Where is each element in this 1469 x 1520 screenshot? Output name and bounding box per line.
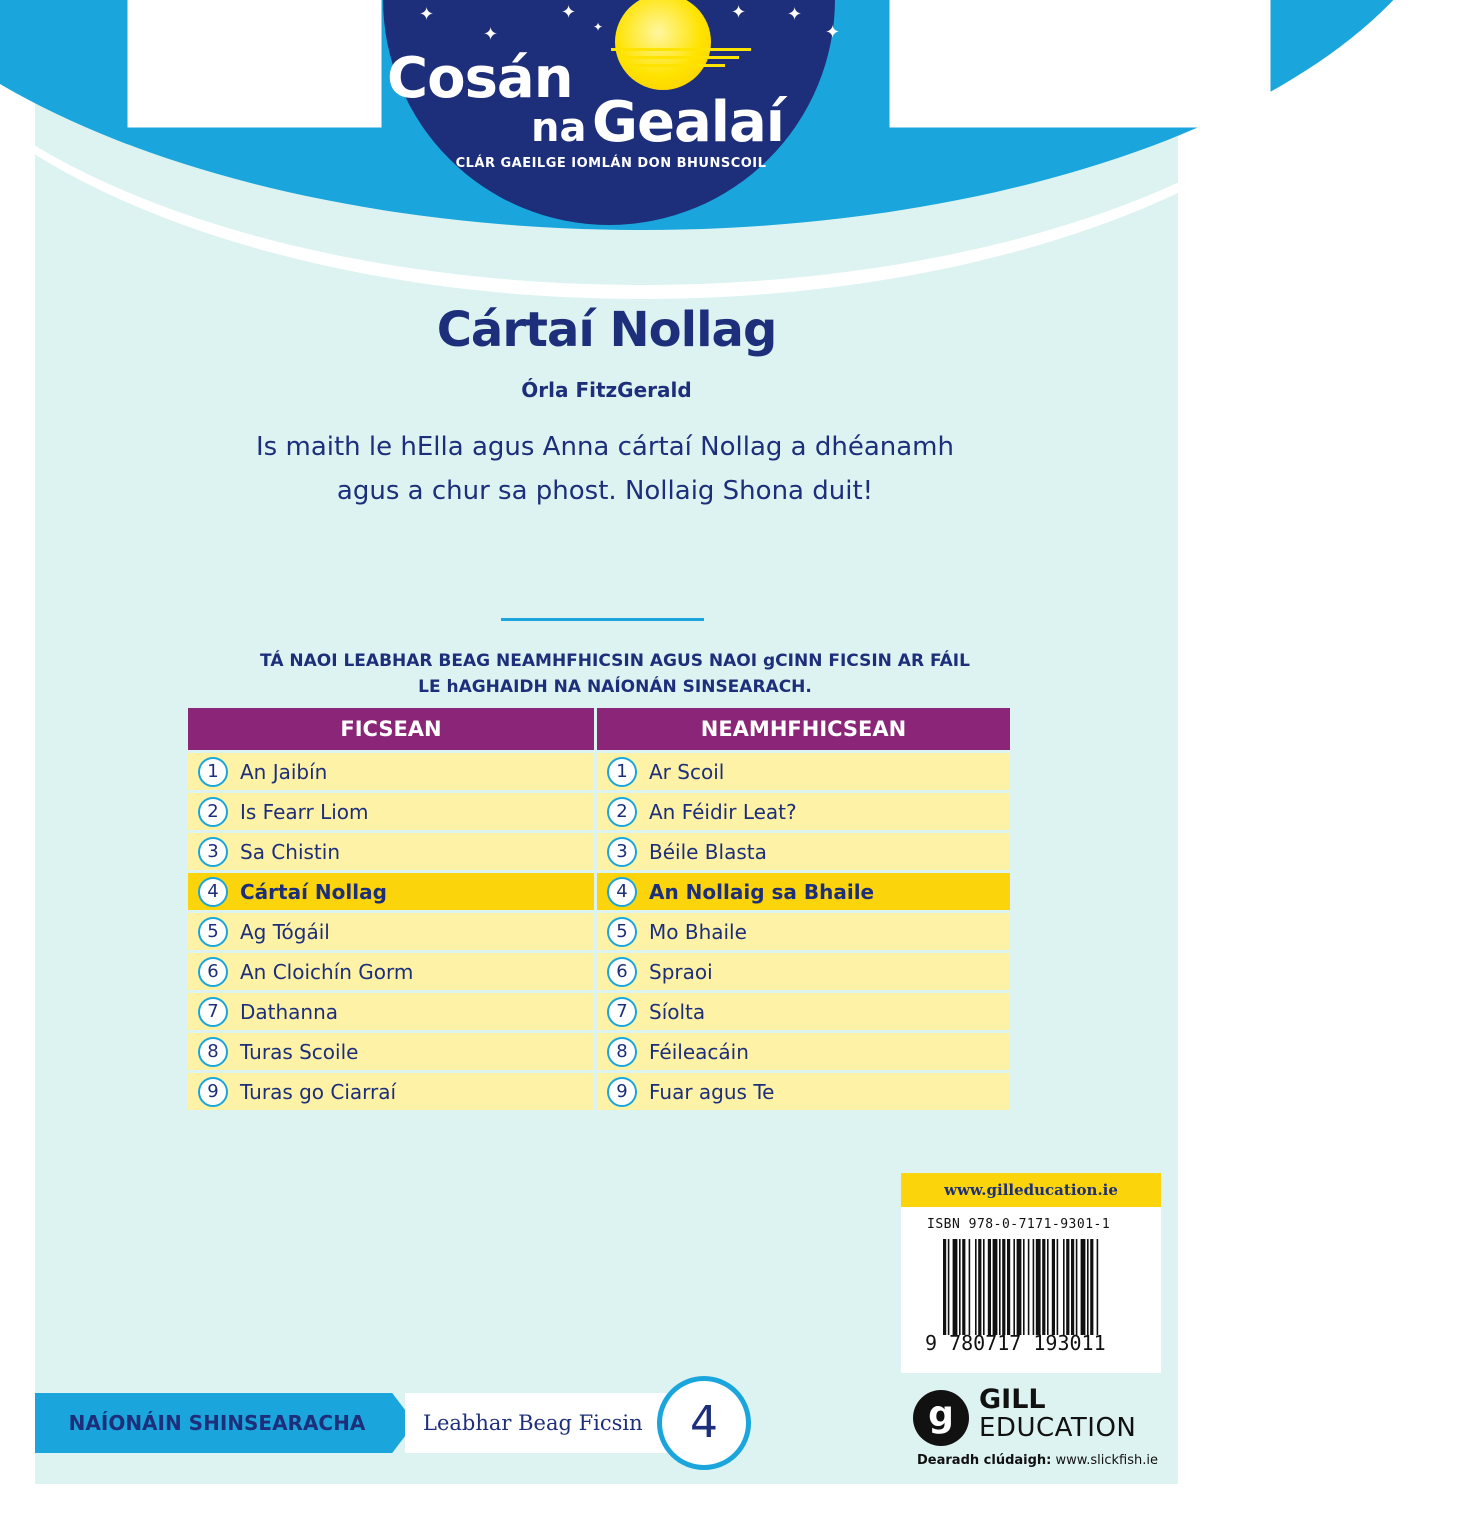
fiction-cell: [188, 1033, 594, 1070]
table-header: [188, 708, 1010, 750]
book-title-entry: Síolta: [649, 999, 706, 1024]
row-number-badge: 6: [607, 957, 637, 987]
logo-title-line1: Cosán: [387, 46, 573, 111]
book-title-entry: An Jaibín: [240, 759, 328, 784]
nonfiction-cell: [597, 953, 1010, 990]
book-title-entry: An Nollaig sa Bhaile: [649, 879, 875, 904]
isbn-text: ISBN 978-0-7171-9301-1: [927, 1217, 1111, 1232]
barcode-bar: [1036, 1239, 1041, 1335]
moon-icon: [615, 0, 711, 90]
gill-logo-icon: g: [913, 1390, 969, 1446]
barcode-bar: [943, 1239, 946, 1335]
barcode-bar: [1007, 1239, 1010, 1335]
row-number-badge: 9: [198, 1077, 228, 1107]
fiction-cell: [188, 993, 594, 1030]
logo-title-line2: [531, 90, 784, 155]
barcode-bar: [1028, 1239, 1030, 1335]
blurb-line: Is maith le hElla agus Anna cártaí Nollag a dhéanamh: [256, 432, 954, 462]
row-number-badge: 4: [607, 877, 637, 907]
barcode-bar: [1090, 1239, 1093, 1335]
fiction-cell: [188, 753, 594, 790]
table-row: [188, 793, 1010, 830]
logo-title-na: na: [531, 105, 587, 151]
barcode-bar: [1071, 1239, 1074, 1335]
row-number-badge: 7: [198, 997, 228, 1027]
table-row: [188, 913, 1010, 950]
book-type: Leabhar Beag Ficsin: [423, 1411, 643, 1435]
barcode-bar: [1097, 1239, 1099, 1335]
row-number-badge: 8: [198, 1037, 228, 1067]
series-table: [188, 708, 1010, 1110]
barcode-digits: 9 780717 193011: [925, 1331, 1106, 1355]
barcode-bar: [978, 1239, 981, 1335]
fiction-cell: [188, 913, 594, 950]
table-row: [188, 873, 1010, 910]
row-number-badge: 5: [198, 917, 228, 947]
blurb-line: agus a chur sa phost. Nollaig Shona duit!: [336, 476, 874, 506]
book-title-entry: An Féidir Leat?: [649, 799, 797, 824]
table-row: [188, 1073, 1010, 1110]
row-number-badge: 2: [198, 797, 228, 827]
column-header-fiction: FICSEAN: [188, 708, 594, 750]
book-blurb: [135, 425, 1075, 513]
barcode-panel: [901, 1173, 1161, 1373]
nonfiction-cell: [597, 793, 1010, 830]
row-number-badge: 1: [198, 757, 228, 787]
publisher-url: www.gilleducation.ie: [901, 1173, 1161, 1207]
book-title-entry: Féileacáin: [649, 1039, 749, 1064]
row-number-badge: 4: [198, 877, 228, 907]
moon-reflection: [611, 48, 751, 51]
star-icon: ✦: [483, 24, 499, 45]
section-divider: [501, 618, 704, 621]
barcode-bar: [1052, 1239, 1055, 1335]
logo-title-gealai: Gealaí: [592, 90, 784, 155]
row-number-badge: 1: [607, 757, 637, 787]
row-number-badge: 2: [607, 797, 637, 827]
level-number-badge: 4: [657, 1376, 751, 1470]
nonfiction-cell: [597, 833, 1010, 870]
logo-tagline: CLÁR GAEILGE IOMLÁN DON BHUNSCOIL: [455, 156, 767, 171]
barcode-bar: [959, 1239, 961, 1335]
moon-reflection: [619, 56, 739, 59]
star-icon: ✦: [787, 4, 803, 25]
star-icon: ✦: [731, 2, 747, 23]
barcode-bar: [1066, 1239, 1069, 1335]
fiction-cell: [188, 833, 594, 870]
barcode-bar: [1057, 1239, 1059, 1335]
book-title-entry: Ar Scoil: [649, 759, 725, 784]
star-icon: ✦: [419, 4, 435, 25]
star-icon: ✦: [825, 22, 841, 43]
table-body: [188, 753, 1010, 1110]
level-name: NAÍONÁIN SHINSEARACHA: [68, 1411, 366, 1435]
nonfiction-cell: [597, 913, 1010, 950]
barcode-bar: [1042, 1239, 1045, 1335]
barcode-bar: [1076, 1239, 1078, 1335]
book-title: Cártaí Nollag: [436, 302, 777, 358]
moon-reflection: [629, 64, 725, 67]
table-row: [188, 1033, 1010, 1070]
barcode-bar: [1047, 1239, 1049, 1335]
nonfiction-cell: [597, 1033, 1010, 1070]
barcode-bar: [1087, 1239, 1089, 1335]
row-number-badge: 8: [607, 1037, 637, 1067]
row-number-badge: 7: [607, 997, 637, 1027]
fiction-cell: [188, 873, 594, 910]
book-title-entry: Turas Scoile: [240, 1039, 359, 1064]
barcode-bar: [1063, 1239, 1065, 1335]
row-number-badge: 5: [607, 917, 637, 947]
barcode-bar: [1033, 1239, 1035, 1335]
book-title-entry: Is Fearr Liom: [240, 799, 369, 824]
row-number-badge: 6: [198, 957, 228, 987]
series-note: [115, 648, 1115, 700]
series-note-line: TÁ NAOI LEABHAR BEAG NEAMHFHICSIN AGUS NAOI gCINN FICSIN AR FÁIL: [260, 651, 970, 671]
credit-value: www.slickfish.ie: [1055, 1453, 1158, 1468]
barcode-icon: [943, 1239, 1139, 1335]
design-credit: [917, 1453, 1158, 1468]
credit-label: Dearadh clúdaigh:: [917, 1453, 1052, 1468]
book-title-entry: Spraoi: [649, 959, 713, 984]
book-title-entry: Béile Blasta: [649, 839, 767, 864]
back-cover: [35, 0, 1178, 1484]
publisher-name-line2: EDUCATION: [979, 1413, 1137, 1443]
table-row: [188, 753, 1010, 790]
fiction-cell: [188, 1073, 594, 1110]
barcode-bar: [953, 1239, 958, 1335]
nonfiction-cell: [597, 873, 1010, 910]
book-title-entry: Dathanna: [240, 999, 339, 1024]
book-title-entry: Cártaí Nollag: [240, 879, 387, 904]
barcode-bar: [962, 1239, 965, 1335]
barcode-bar: [983, 1239, 985, 1335]
barcode-bar: [1023, 1239, 1025, 1335]
book-title-entry: An Cloichín Gorm: [240, 959, 414, 984]
row-number-badge: 3: [198, 837, 228, 867]
table-row: [188, 953, 1010, 990]
row-number-badge: 9: [607, 1077, 637, 1107]
series-note-line: LE hAGHAIDH NA NAÍONÁN SINSEARACH.: [418, 677, 812, 697]
barcode-bar: [1013, 1239, 1015, 1335]
barcode-bar: [969, 1239, 971, 1335]
column-header-nonfiction: NEAMHFHICSEAN: [597, 708, 1010, 750]
book-title-entry: Sa Chistin: [240, 839, 340, 864]
star-icon: ✦: [561, 2, 577, 23]
barcode-bar: [1017, 1239, 1022, 1335]
nonfiction-cell: [597, 993, 1010, 1030]
book-author: Órla FitzGerald: [521, 378, 692, 402]
barcode-bar: [1081, 1239, 1086, 1335]
nonfiction-cell: [597, 753, 1010, 790]
nonfiction-cell: [597, 1073, 1010, 1110]
barcode-bar: [1002, 1239, 1005, 1335]
barcode-bar: [975, 1239, 977, 1335]
row-number-badge: 3: [607, 837, 637, 867]
publisher-name-line1: GILL: [979, 1384, 1046, 1415]
fiction-cell: [188, 793, 594, 830]
book-title-entry: Ag Tógáil: [240, 919, 330, 944]
fiction-cell: [188, 953, 594, 990]
book-title-entry: Mo Bhaile: [649, 919, 747, 944]
barcode-bar: [988, 1239, 991, 1335]
barcode-bar: [948, 1239, 950, 1335]
barcode-bar: [999, 1239, 1001, 1335]
table-row: [188, 993, 1010, 1030]
book-title-entry: Fuar agus Te: [649, 1079, 775, 1104]
star-icon: ✦: [593, 20, 604, 34]
publisher-name: [979, 1386, 1136, 1442]
table-row: [188, 833, 1010, 870]
barcode-bar: [993, 1239, 998, 1335]
book-title-entry: Turas go Ciarraí: [240, 1079, 397, 1104]
